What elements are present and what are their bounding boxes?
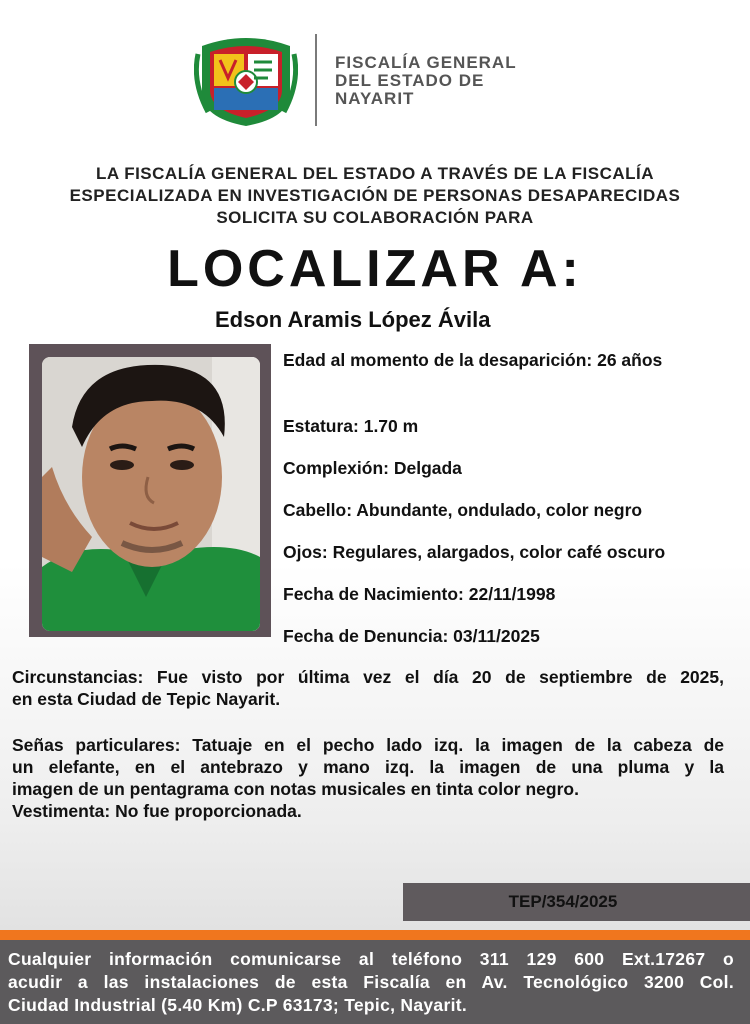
detail-fecha-denuncia: Fecha de Denuncia: 03/11/2025 — [283, 626, 540, 646]
org-line: FISCALÍA GENERAL — [335, 53, 517, 72]
contact-line: Cualquier información comunicarse al teléfono 311 129 600 Ext.17267 o — [8, 949, 734, 969]
senas-paragraph — [12, 734, 724, 822]
paragraph-line: Vestimenta: No fue proporcionada. — [12, 801, 302, 821]
person-name: Edson Aramis López Ávila — [215, 307, 491, 332]
contact-line: acudir a las instalaciones de esta Fiscalía en Av. Tecnológico 3200 Col. — [8, 972, 734, 992]
detail-cabello: Cabello: Abundante, ondulado, color negro — [283, 500, 643, 520]
orange-stripe — [0, 930, 750, 940]
intro-line: LA FISCALÍA GENERAL DEL ESTADO A TRAVÉS DE LA FISCALÍA — [95, 164, 655, 183]
intro-line: SOLICITA SU COLABORACIÓN PARA — [216, 208, 534, 227]
paragraph-line: imagen de un pentagrama con notas musicales en tinta color negro. — [12, 779, 579, 799]
detail-complexion: Complexión: Delgada — [283, 458, 462, 478]
paragraph-line: en esta Ciudad de Tepic Nayarit. — [12, 689, 281, 709]
organization-name — [335, 54, 517, 108]
org-line: DEL ESTADO DE — [335, 71, 485, 90]
detail-ojos: Ojos: Regulares, alargados, color café oscuro — [283, 542, 666, 562]
state-coat-of-arms-icon — [194, 32, 298, 128]
org-line: NAYARIT — [335, 89, 415, 108]
person-photo — [42, 357, 260, 631]
intro-text — [20, 163, 730, 229]
circunstancias-paragraph — [12, 666, 724, 710]
paragraph-line: Circunstancias: Fue visto por última vez el día 20 de septiembre de 2025, — [12, 667, 724, 687]
detail-estatura: Estatura: 1.70 m — [283, 416, 419, 436]
headline: LOCALIZAR A: — [167, 240, 583, 298]
paragraph-line: un elefante, en el antebrazo y mano izq. la imagen de una pluma y la — [12, 757, 724, 777]
detail-fecha-nacimiento: Fecha de Nacimiento: 22/11/1998 — [283, 584, 556, 604]
header-divider — [315, 34, 317, 126]
intro-line: ESPECIALIZADA EN INVESTIGACIÓN DE PERSONAS DESAPARECIDAS — [69, 186, 681, 205]
case-code: TEP/354/2025 — [508, 892, 618, 911]
person-photo-illustration — [42, 357, 260, 631]
contact-line: Ciudad Industrial (5.40 Km) C.P 63173; Tepic, Nayarit. — [8, 995, 468, 1015]
detail-edad: Edad al momento de la desaparición: 26 años — [283, 350, 663, 370]
contact-info — [8, 948, 734, 1017]
paragraph-line: Señas particulares: Tatuaje en el pecho lado izq. la imagen de la cabeza de — [12, 735, 724, 755]
